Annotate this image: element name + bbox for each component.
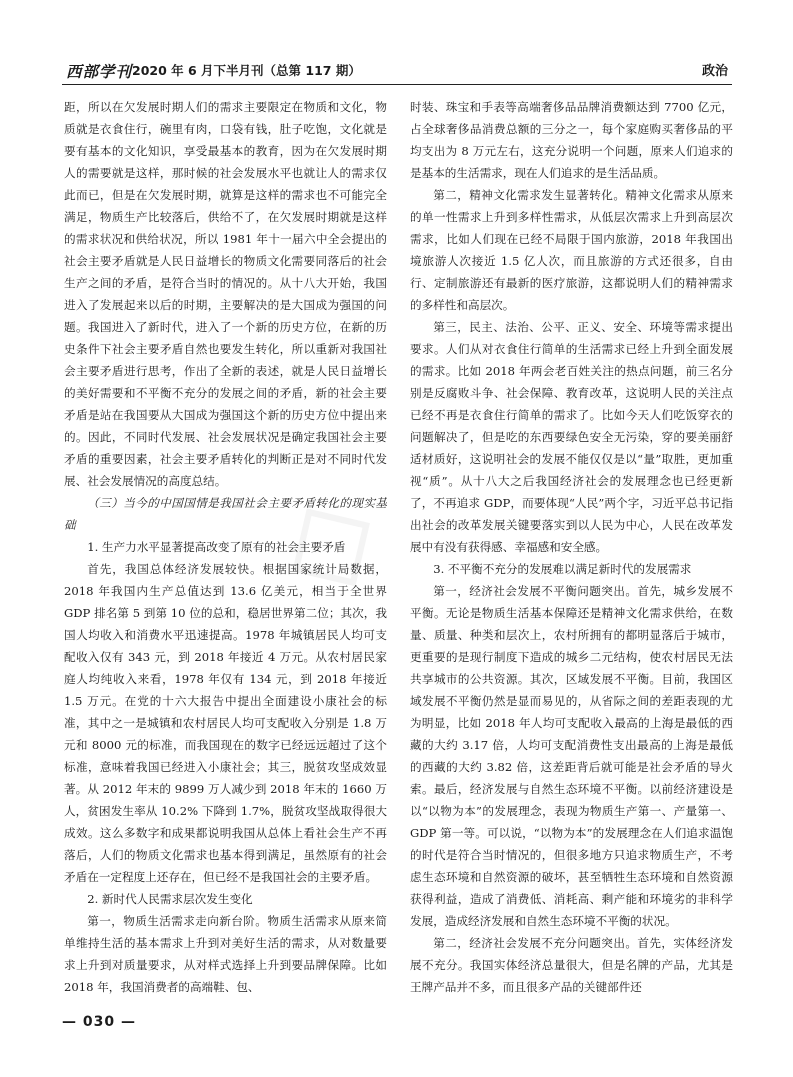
paragraph: 时装、珠宝和手表等高端奢侈品品牌消费额达到 7700 亿元，占全球奢侈品消费总额的三分之一，每个家庭购买奢侈品的平均支出为 8 万元左右，这充分说明一个问题，原来人们追求的是基本的生活需求，现在人们追求的是生活品质。 — [410, 100, 733, 180]
paragraph: 第一，经济社会发展不平衡问题突出。首先，城乡发展不平衡。无论是物质生活基本保障还是精神文化需求供给，在数量、质量、种类和层次上，农村所拥有的都明显落后于城市，更重要的是现行制度下造成的城乡二元结构，使农村居民无法共享城市的公共资源。其次，区域发展不平衡。目前，我国区域发展不平衡仍然是显而易见的，从省际之间的差距表现的尤为明显，比如 2018 年人均可支配收入最高的上海是最低的西藏的大约 3.17 倍，人均可支配消费性支出最高的上海是最低的西藏的大约 3.82 倍，这差距背后就可能是社会矛盾的导火索。最后，经济发展与自然生态环境不平衡。以前经济建设是以“以物为本”的发展理念，表现为物质生产第一、产量第一、GDP 第一等。可以说，“以物为本”的发展理念在人们追求温饱的时代是符合当时情况的，但很多地方只追求物质生产，不考虑生态环境和自然资源的破坏，甚至牺牲生态环境和自然资源获得利益，造成了消费低、消耗高、剩产能和环境劣的非科学发展，造成经济发展和自然生态环境不平衡的状况。 — [410, 584, 733, 928]
paragraph: 第二，经济社会发展不充分问题突出。首先，实体经济发展不充分。我国实体经济总量很大，但是名牌的产品，尤其是王牌产品并不多，而且很多产品的关键部件还 — [410, 936, 733, 994]
paragraph: 3. 不平衡不充分的发展难以满足新时代的发展需求 — [433, 562, 692, 576]
section-label: 政治 — [701, 64, 728, 79]
journal-logo: 西部学刊 — [66, 62, 133, 81]
paragraph: 首先，我国总体经济发展较快。根据国家统计局数据，2018 年我国内生产总值达到 13.6 亿美元，相当于全世界 GDP 排名第 5 到第 10 位的总和，稳居世界第二位；其次，我国人均收入和消费水平迅速提高。1978 年城镇居民人均可支配收入仅有 343 元，到 2018 年接近 4 万元。从农村居民家庭人均纯收入来看，1978 年仅有 134 元，到 2018 年接近 1.5 万元。在党的十六大报告中提出全面建设小康社会的标准，其中之一是城镇和农村居民人均可支配收入分别是 1.8 万元和 8000 元的标准，而我国现在的数字已经远远超过了这个标准，意味着我国已经进入小康社会；其三，脱贫攻坚成效显著。从 2012 年末的 9899 万人减少到 2018 年末的 1660 万人，贫困发生率从 10.2% 下降到 1.7%，脱贫攻坚战取得很大成效。这么多数字和成果都说明我国从总体上看社会生产不再落后，人们的物质文化需求也基本得到满足，虽然原有的社会矛盾在一定程度上还存在，但已经不是我国社会的主要矛盾。 — [64, 562, 387, 884]
paragraph: 距，所以在欠发展时期人们的需求主要限定在物质和文化，物质就是衣食住行，碗里有肉，口袋有钱，肚子吃饱，文化就是要有基本的文化知识，享受最基本的教育，因为在欠发展时期人的需要就是这样，那时候的社会发展水平也就让人的需求仅此而已，但是在欠发展时期，就算是这样的需求也不可能完全满足，物质生产比较落后，供给不了，在欠发展时期就是这样的需求状况和供给状况，所以 1981 年十一届六中全会提出的社会主要矛盾就是人民日益增长的物质文化需要同落后的社会生产之间的矛盾，是符合当时的情况的。从十八大开始，我国进入了发展起来以后的时期，主要解决的是大国成为强国的问题。我国进入了新时代，进入了一个新的历史方位，在新的历史条件下社会主要矛盾自然也要发生转化，所以重新对我国社会主要矛盾进行思考，作出了全新的表述，就是人民日益增长的美好需要和不平衡不充分的发展之间的矛盾，新的社会主要矛盾是站在我国要从大国成为强国这个新的历史方位中提出来的。因此，不同时代发展、社会发展状况是确定我国社会主要矛盾的重要因素，社会主要矛盾转化的判断正是对不同时代发展、社会发展情况的高度总结。 — [64, 100, 387, 488]
left-column — [64, 96, 387, 1016]
issue-info: 2020 年 6 月下半月刊（总第 117 期） — [132, 63, 361, 78]
paragraph: 第二，精神文化需求发生显著转化。精神文化需求从原来的单一性需求上升到多样性需求，从低层次需求上升到高层次需求，比如人们现在已经不局限于国内旅游，2018 年我国出境旅游人次接近 1.5 亿人次，而且旅游的方式还很多，自由行、定制旅游还有最新的医疗旅游，这都说明人们的精神需求的多样性和高层次。 — [410, 188, 733, 312]
page-header — [62, 58, 732, 84]
paragraph: （三）当今的中国国情是我国社会主要矛盾转化的现实基础 — [64, 496, 387, 532]
page-number: — 030 — — [62, 1014, 136, 1030]
paragraph: 第三，民主、法治、公平、正义、安全、环境等需求提出要求。人们从对衣食住行简单的生活需求已经上升到全面发展的需求。比如 2018 年两会老百姓关注的热点问题，前三名分别是反腐败斗争、社会保障、教育改革，这说明人民的关注点已经不再是衣食住行简单的需求了。比如今天人们吃饭穿衣的问题解决了，但是吃的东西要绿色安全无污染，穿的要美丽舒适材质好，这说明社会的发展不能仅仅是以“量”取胜，更加重视“质”。从十八大之后我国经济社会的发展理念也已经更新了，不再追求 GDP，而要体现“人民”两个字，习近平总书记指出社会的改革发展关键要落实到以人民为中心，人民在改革发展中有没有获得感、幸福感和安全感。 — [410, 320, 733, 554]
right-column — [410, 96, 733, 1016]
header-rule — [62, 84, 732, 85]
paragraph: 1. 生产力水平显著提高改变了原有的社会主要矛盾 — [87, 540, 346, 554]
paragraph: 第一，物质生活需求走向新台阶。物质生活需求从原来简单维持生活的基本需求上升到对美好生活的需求，从对数量要求上升到对质量要求，从对样式选择上升到要品牌保障。比如 2018 年，我国消费者的高端鞋、包、 — [64, 914, 387, 994]
paragraph: 2. 新时代人民需求层次发生变化 — [87, 892, 253, 906]
